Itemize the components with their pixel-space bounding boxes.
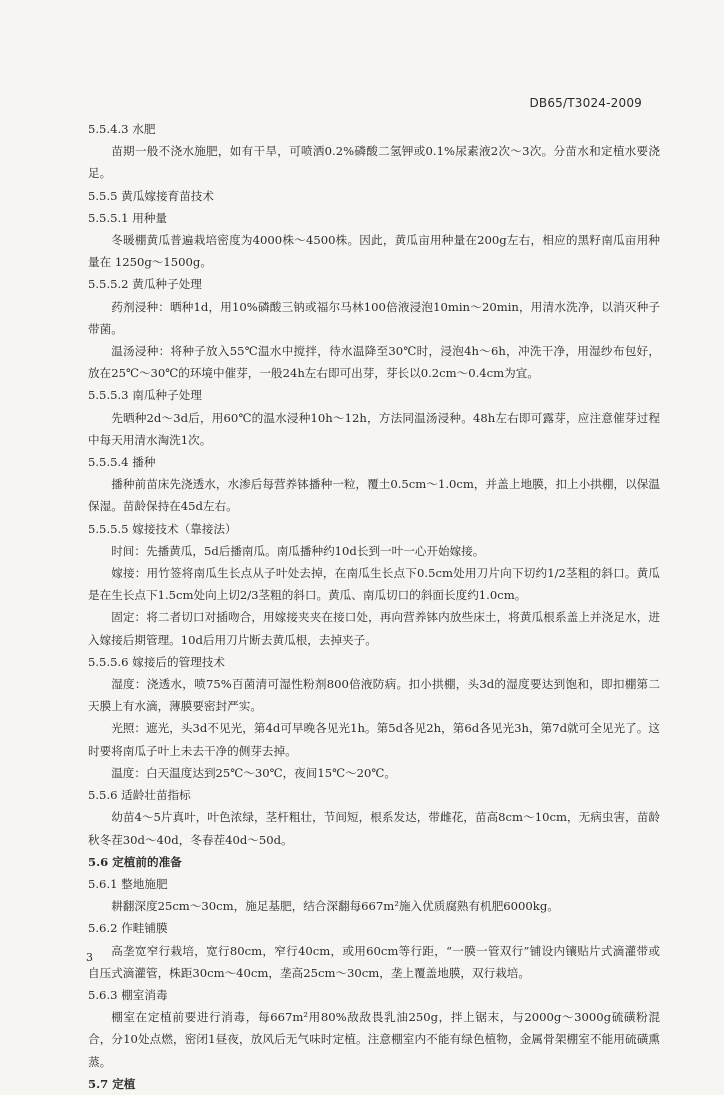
section-heading: 5.5.5.2 黄瓜种子处理 [88,277,202,292]
standard-code: DB65/T3024-2009 [529,96,642,110]
paragraph: 先晒种2d～3d后，用60℃的温水浸种10h～12h，方法同温汤浸种。48h左右即可露芽，应注意催芽过程中每天用清水淘洗1次。 [88,410,660,447]
section-heading: 5.5.5 黄瓜嫁接育苗技术 [88,188,214,203]
section-heading: 5.5.6 适龄壮苗指标 [88,788,191,803]
paragraph: 固定：将二者切口对插吻合，用嫁接夹夹在接口处，再向营养钵内放些床土，将黄瓜根系盖上并浇足水，进入嫁接后期管理。10d后用刀片断去黄瓜根，去掉夹子。 [88,610,660,647]
section-heading: 5.5.5.4 播种 [88,455,156,470]
body-content [88,118,660,1095]
section-heading: 5.5.5.1 用种量 [88,210,168,225]
paragraph: 棚室在定植前要进行消毒，每667m²用80%敌敌畏乳油250g，拌上锯末，与2000g～3000g硫磺粉混合，分10处点燃，密闭1昼夜，放风后无气味时定植。注意棚室内不能有绿色植物，金属骨架棚室不能用硫磺熏蒸。 [88,1010,660,1069]
paragraph: 苗期一般不浇水施肥，如有干旱，可喷洒0.2%磷酸二氢钾或0.1%尿素液2次～3次。分苗水和定植水要浇足。 [88,144,660,181]
paragraph: 嫁接：用竹签将南瓜生长点从子叶处去掉，在南瓜生长点下0.5cm处用刀片向下切约1/2茎粗的斜口。黄瓜是在生长点下1.5cm处向上切2/3茎粗的斜口。黄瓜、南瓜切口的斜面长度约1.0cm。 [88,566,660,603]
paragraph: 温汤浸种：将种子放入55℃温水中搅拌，待水温降至30℃时，浸泡4h～6h，冲洗干净，用湿纱布包好，放在25℃～30℃的环境中催芽，一般24h左右即可出芽，芽长以0.2cm～0.4cm为宜。 [88,344,660,381]
paragraph: 温度：白天温度达到25℃～30℃，夜间15℃～20℃。 [111,765,396,780]
paragraph: 光照：遮光，头3d不见光，第4d可早晚各见光1h。第5d各见2h，第6d各见光3h，第7d就可全见光了。这时要将南瓜子叶上未去干净的侧芽去掉。 [88,721,660,758]
section-heading: 5.6.3 棚室消毒 [88,987,168,1002]
section-heading: 5.5.5.3 南瓜种子处理 [88,388,202,403]
paragraph: 耕翻深度25cm～30cm，施足基肥，结合深翻每667m²施入优质腐熟有机肥6000kg。 [111,899,559,914]
paragraph: 高垄宽窄行栽培，宽行80cm，窄行40cm，或用60cm等行距，“一膜一管双行”铺设内镶贴片式滴灌带或自压式滴灌管，株距30cm～40cm，垄高25cm～30cm，垄上覆盖地膜，双行栽培。 [88,943,660,980]
paragraph: 幼苗4～5片真叶，叶色浓绿，茎杆粗壮，节间短，根系发达，带雌花，苗高8cm～10cm，无病虫害，苗龄秋冬茬30d～40d，冬春茬40d～50d。 [88,810,660,847]
chapter-heading: 5.6 定植前的准备 [88,854,182,869]
paragraph: 冬暖棚黄瓜普遍栽培密度为4000株～4500株。因此，黄瓜亩用种量在200g左右，相应的黑籽南瓜亩用种量在 1250g～1500g。 [88,233,660,270]
paragraph: 播种前苗床先浇透水，水渗后每营养钵播种一粒，覆土0.5cm～1.0cm，并盖上地膜，扣上小拱棚，以保温保湿。苗龄保持在45d左右。 [88,477,660,514]
chapter-heading: 5.7 定植 [88,1076,136,1091]
section-heading: 5.5.5.6 嫁接后的管理技术 [88,654,225,669]
section-heading: 5.5.4.3 水肥 [88,122,156,136]
paragraph: 湿度：浇透水，喷75%百菌清可湿性粉剂800倍液防病。扣小拱棚，头3d的湿度要达到饱和，即扣棚第二天膜上有水滴，薄膜要密封严实。 [88,677,660,714]
paragraph: 时间：先播黄瓜，5d后播南瓜。南瓜播种约10d长到一叶一心开始嫁接。 [111,543,485,558]
section-heading: 5.6.2 作畦铺膜 [88,921,168,936]
page-number: 3 [86,951,93,964]
paragraph: 药剂浸种：晒种1d，用10%磷酸三钠或福尔马林100倍液浸泡10min～20min，用清水洗净，以消灭种子带菌。 [88,299,660,336]
section-heading: 5.6.1 整地施肥 [88,876,168,891]
section-heading: 5.5.5.5 嫁接技术（靠接法） [88,521,237,536]
